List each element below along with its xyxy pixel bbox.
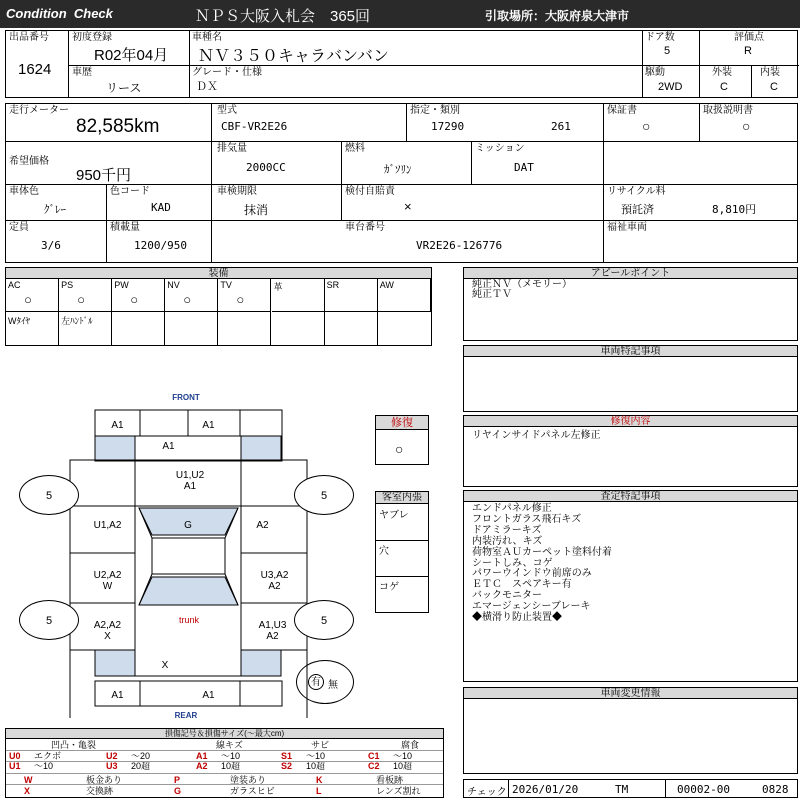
door-count: 5 <box>664 45 671 57</box>
inspection-label: 車検期限 <box>217 186 257 197</box>
odometer-value: 82,585km <box>76 116 160 137</box>
legend-cell: 10超 <box>393 761 413 771</box>
exterior-label: 外装 <box>712 67 732 78</box>
lot-number: 1624 <box>18 61 52 78</box>
equipment-cell <box>112 312 165 345</box>
damage-mark: U2,A2 W <box>93 570 122 592</box>
repair-details <box>463 415 798 487</box>
legend-cell: 交換跡 <box>86 786 114 796</box>
equipment-cell <box>325 279 378 312</box>
recycle-status: 預託済 <box>621 204 654 216</box>
legend-cell: S1 <box>281 751 293 761</box>
equipment-label: SR <box>326 280 340 290</box>
grade-spec: ＤＸ <box>196 81 218 93</box>
legend-cell: 看板跡 <box>376 775 404 785</box>
equipment-title: 装備 <box>6 268 431 279</box>
class-number: 261 <box>551 120 571 133</box>
legend-cell: K <box>316 775 323 785</box>
model-code: CBF-VR2E26 <box>221 120 288 133</box>
inspection-notes-title: 査定特記事項 <box>464 491 797 502</box>
repair-detail-title: 修復内容 <box>464 416 797 427</box>
appeal-line: 純正ＴＶ <box>472 289 512 300</box>
trunk-label: trunk <box>178 615 199 625</box>
damage-mark: A1,U3 A2 <box>258 620 287 642</box>
damage-mark: U1,U2 A1 <box>175 470 205 492</box>
body-color: ｸﾞﾚｰ <box>44 204 66 216</box>
inspection-note-line: ◆横滑り防止装置◆ <box>472 612 562 624</box>
insurance-mark: × <box>404 199 412 214</box>
equipment-label: PS <box>61 280 74 290</box>
legend-title: 損傷記号＆損傷サイズ(〜最大cm) <box>6 729 443 739</box>
equipment-cell <box>6 312 59 345</box>
legend-cell: W <box>24 775 33 785</box>
equipment-label: PW <box>114 280 129 290</box>
damage-mark: U1,A2 <box>93 520 122 531</box>
legend-cell: 10超 <box>306 761 326 771</box>
vehicle-special-notes <box>463 345 798 412</box>
brand-label: Condition Check <box>6 6 113 21</box>
inspection-note-line: ドアミラーキズ <box>472 524 542 536</box>
spare-present-icon: 有 <box>308 674 324 690</box>
warranty-mark: ○ <box>642 118 651 134</box>
damage-mark: A2 <box>256 520 269 531</box>
record-number: 0828 <box>762 783 789 796</box>
lot-label: 出品番号 <box>9 32 49 43</box>
equipment-mark: ○ <box>130 292 139 307</box>
damage-mark: G <box>184 520 192 531</box>
interior-grade: C <box>770 81 778 93</box>
inspection-note-line: エマージェンシーブレーキ <box>472 601 591 613</box>
desired-price: 950千円 <box>76 167 132 184</box>
color-code-label: 色コード <box>110 186 150 197</box>
legend-cell: 板金あり <box>86 775 123 785</box>
repair-box <box>375 415 429 465</box>
manual-mark: ○ <box>742 118 751 134</box>
interior-title: 客室内張 <box>376 492 428 504</box>
drive-label: 駆動 <box>645 67 665 78</box>
spec-label: 指定・類別 <box>410 105 460 116</box>
grade-label: グレード・仕様 <box>192 67 262 78</box>
load-value: 1200/950 <box>134 239 187 252</box>
warranty-label: 保証書 <box>607 105 637 116</box>
doors-label: ドア数 <box>645 32 675 43</box>
equipment-table <box>5 267 432 346</box>
appeal-points <box>463 267 798 341</box>
basic-info-block <box>5 30 798 98</box>
check-label: チェック <box>467 787 507 798</box>
transmission-value: DAT <box>514 161 534 174</box>
score-label: 評価点 <box>734 32 764 43</box>
pickup-location: 引取場所：大阪府泉大津市 <box>485 9 630 23</box>
vehicle-history: リース <box>106 81 142 95</box>
first-registration: R02年04月 <box>94 47 169 64</box>
appeal-title: アピールポイント <box>464 268 797 279</box>
legend-cell: P <box>174 775 181 785</box>
legend-cell: エクボ <box>34 751 62 761</box>
color-code: KAD <box>151 201 171 214</box>
equipment-cell <box>378 279 431 312</box>
load-label: 積載量 <box>110 222 140 233</box>
change-title: 車両変更情報 <box>464 688 797 699</box>
vehicle-name: ＮＶ３５０キャラバンバン <box>198 48 389 65</box>
equipment-cell <box>59 312 112 345</box>
insurance-label: 検付自賠責 <box>345 186 395 197</box>
tire-rear-left: 5 <box>19 600 79 640</box>
special-title: 車両特記事項 <box>464 346 797 357</box>
inspection-note-line: 荷物室ＡＵカーペット塗料付着 <box>472 546 612 558</box>
damage-diagram <box>0 388 372 718</box>
legend-cell: U3 <box>106 761 118 771</box>
transmission-label: ミッション <box>475 143 525 154</box>
inspection-notes <box>463 490 798 682</box>
legend-cell: レンズ割れ <box>376 786 421 796</box>
front-label: FRONT <box>172 393 200 402</box>
legend-cell: 〜20 <box>131 751 151 761</box>
equipment-cell <box>59 279 112 312</box>
inspection-expiry: 抹消 <box>244 203 269 217</box>
manual-label: 取扱説明書 <box>703 105 753 116</box>
legend-group-title: 線キズ <box>216 740 243 750</box>
legend-cell: ガラスヒビ <box>230 786 275 796</box>
detail-info-block <box>5 103 798 263</box>
inspection-note-line: ＥＴＣ スペアキー有 <box>472 579 572 591</box>
legend-cell: X <box>24 786 31 796</box>
fuel-label: 燃料 <box>345 143 365 154</box>
damage-mark: A1 <box>111 420 124 431</box>
equipment-label: AC <box>8 280 21 290</box>
inspection-note-line: パワーウインドウ前席のみ <box>472 568 592 580</box>
inspection-note-line: シートしみ、コゲ <box>472 557 553 569</box>
equipment-cell <box>325 312 378 345</box>
equipment-cell <box>218 279 271 312</box>
legend-cell: G <box>174 786 182 796</box>
repair-title: 修復 <box>376 416 428 430</box>
equipment-label: AW <box>379 280 394 290</box>
spec-number: 17290 <box>431 120 465 133</box>
price-label: 希望価格 <box>9 156 49 167</box>
equipment-mark: ○ <box>236 292 245 307</box>
recycle-label: リサイクル料 <box>607 186 666 197</box>
damage-mark: A2,A2 X <box>93 620 122 642</box>
interior-item: ヤブレ <box>379 510 409 521</box>
interior-item: コゲ <box>379 582 399 593</box>
rear-label: REAR <box>174 711 198 720</box>
name-label: 車種名 <box>192 32 222 43</box>
welfare-label: 福祉車両 <box>607 222 647 233</box>
equipment-mark: ○ <box>24 292 32 307</box>
odometer-label: 走行メーター <box>9 105 69 116</box>
displacement-label: 排気量 <box>217 143 247 154</box>
equipment-label: NV <box>167 280 180 290</box>
repair-detail-text: リヤインサイドパネル左修正 <box>472 430 601 441</box>
legend-cell: A1 <box>196 751 208 761</box>
auction-title: ＮＰＳ大阪入札会 365回 <box>195 8 371 25</box>
legend-cell: U1 <box>9 761 21 771</box>
legend-group-title: サビ <box>311 740 330 750</box>
damage-mark: A1 <box>111 690 124 701</box>
legend-cell: A2 <box>196 761 208 771</box>
exterior-grade: C <box>720 81 728 93</box>
equipment-cell <box>218 312 271 345</box>
interior-item: 穴 <box>379 546 389 557</box>
recycle-fee: 8,810円 <box>712 203 757 216</box>
inspection-note-line: バックモニター <box>472 590 542 602</box>
header-bar <box>0 0 800 28</box>
legend-cell: 〜10 <box>221 751 241 761</box>
drive-type: 2WD <box>658 81 683 93</box>
legend-cell: C2 <box>368 761 380 771</box>
legend-cell: 20超 <box>131 761 151 771</box>
legend-group-title: 凹凸・亀裂 <box>51 740 97 750</box>
equipment-mark: ○ <box>77 292 85 307</box>
interior-lining <box>375 491 429 613</box>
equipment-label: 革 <box>273 282 283 292</box>
record-code: 00002-00 <box>677 783 730 796</box>
equipment-label: Wﾀｲﾔ <box>8 316 30 326</box>
chassis-label: 車台番号 <box>345 222 385 233</box>
vehicle-change-info <box>463 687 798 774</box>
equipment-cell <box>272 279 325 312</box>
reg-label: 初度登録 <box>72 32 112 43</box>
equipment-cell <box>165 279 218 312</box>
damage-mark: X <box>161 660 169 671</box>
equipment-mark: ○ <box>183 292 192 307</box>
legend-cell: 〜10 <box>393 751 413 761</box>
tire-front-left: 5 <box>19 475 79 515</box>
repair-mark: ○ <box>395 441 404 457</box>
damage-mark: A1 <box>202 690 215 701</box>
legend-cell: 10超 <box>221 761 241 771</box>
legend-cell: S2 <box>281 761 293 771</box>
legend-cell: C1 <box>368 751 380 761</box>
capacity-value: 3/6 <box>41 239 61 252</box>
interior-label: 内装 <box>760 67 780 78</box>
tire-rear-right: 5 <box>294 600 354 640</box>
equipment-cell <box>272 312 325 345</box>
color-label: 車体色 <box>9 186 39 197</box>
legend-group-title: 腐食 <box>401 740 420 750</box>
spare-tire <box>296 660 354 704</box>
chassis-number: VR2E26-126776 <box>416 239 503 252</box>
equipment-label: 左ﾊﾝﾄﾞﾙ <box>61 316 93 326</box>
damage-mark: U3,A2 A2 <box>260 570 289 592</box>
displacement-value: 2000CC <box>246 161 286 174</box>
capacity-label: 定員 <box>9 222 29 233</box>
footer-bar <box>463 779 798 798</box>
legend-cell: U0 <box>9 751 21 761</box>
legend-cell: U2 <box>106 751 118 761</box>
equipment-cell <box>112 279 165 312</box>
check-date: 2026/01/20 <box>512 783 579 796</box>
legend-cell: 〜10 <box>34 761 54 771</box>
inspection-note-line: エンドパネル修正 <box>472 503 552 514</box>
staff-code: TM <box>615 783 629 796</box>
equipment-cell <box>6 279 59 312</box>
spare-absent-label: 無 <box>328 680 338 691</box>
inspection-note-line: 内装汚れ、キズ <box>472 535 543 547</box>
equipment-label: TV <box>220 280 232 290</box>
legend-cell: 〜10 <box>306 751 326 761</box>
equipment-cell <box>165 312 218 345</box>
inspection-note-line: フロントガラス飛石キズ <box>472 513 582 525</box>
damage-mark: A1 <box>162 441 175 452</box>
history-label: 車歴 <box>72 67 92 78</box>
damage-mark: A1 <box>202 420 215 431</box>
legend-cell: L <box>316 786 322 796</box>
fuel-type: ｶﾞｿﾘﾝ <box>384 164 412 176</box>
model-label: 型式 <box>217 105 237 116</box>
tire-front-right: 5 <box>294 475 354 515</box>
appeal-line: 純正ＮＶ（メモリー） <box>472 279 572 290</box>
damage-legend <box>5 728 444 798</box>
legend-cell: 塗装あり <box>230 775 267 785</box>
grade-score: R <box>744 45 752 57</box>
